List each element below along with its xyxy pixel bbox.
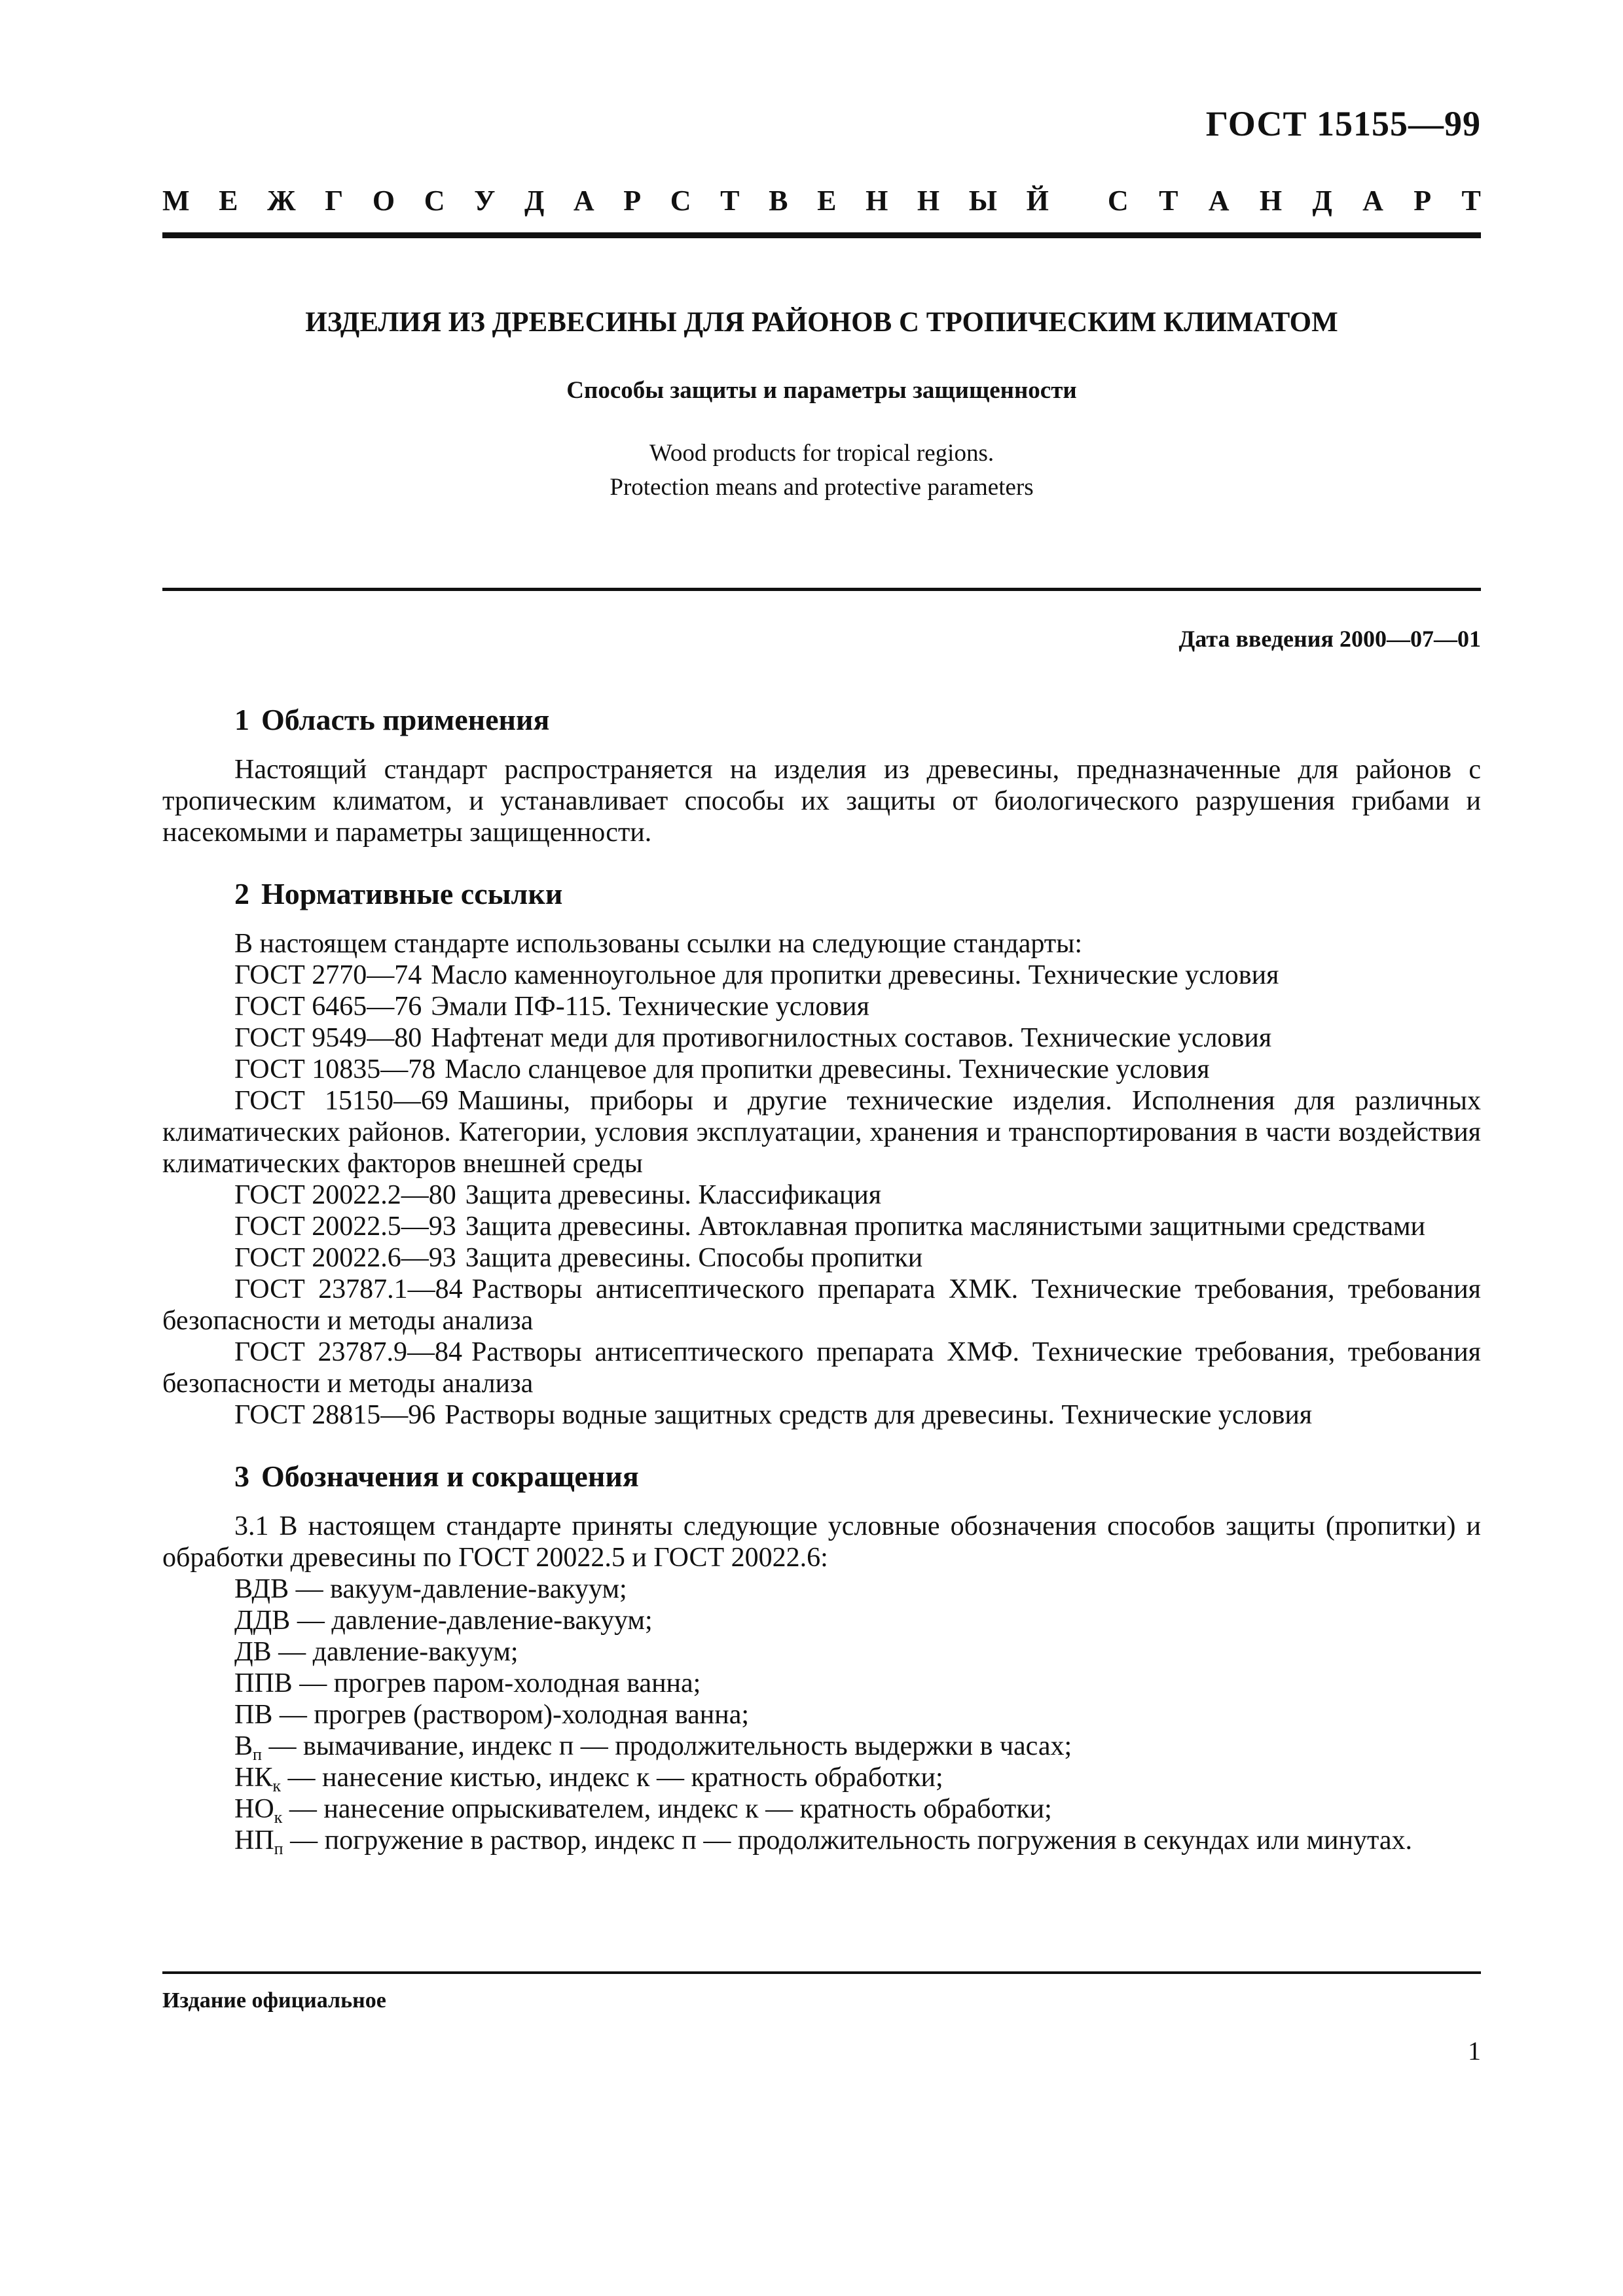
banner-letter: У bbox=[474, 185, 496, 217]
title-rule bbox=[162, 588, 1481, 591]
reference-code: ГОСТ 15150—69 bbox=[234, 1086, 449, 1116]
banner-letter: С bbox=[424, 185, 445, 217]
abbreviation-index: к bbox=[274, 1808, 283, 1827]
abbreviation-symbol: ПВ bbox=[234, 1700, 273, 1730]
reference-item bbox=[162, 1054, 1481, 1085]
section-heading bbox=[162, 1457, 1481, 1496]
reference-item bbox=[162, 1399, 1481, 1431]
abbreviation-meaning: — давление-вакуум; bbox=[271, 1637, 519, 1667]
section-number: 3 bbox=[234, 1460, 249, 1493]
abbreviation-item bbox=[162, 1793, 1481, 1825]
abbreviation-item bbox=[162, 1636, 1481, 1668]
banner-letter: Й bbox=[1026, 185, 1049, 217]
banner-letter: Е bbox=[219, 185, 238, 217]
section-number: 1 bbox=[234, 703, 249, 736]
reference-code: ГОСТ 23787.1—84 bbox=[234, 1274, 463, 1304]
banner-letter: Ы bbox=[968, 185, 997, 217]
abbreviation-item: $НП_п$ — погружение в раствор, индекс п — продолжительность погружения в секундах или минутах. bbox=[234, 1825, 1413, 1858]
banner-letter: Н bbox=[866, 185, 888, 217]
abbreviation-meaning: — вакуум-давление-вакуум; bbox=[289, 1574, 627, 1604]
banner-letter: Ж bbox=[267, 185, 296, 217]
reference-code: ГОСТ 23787.9—84 bbox=[234, 1337, 462, 1367]
english-title-line-2: Protection means and protective parameters bbox=[610, 474, 1034, 501]
section-heading bbox=[162, 700, 1481, 740]
reference-item bbox=[162, 960, 1481, 991]
paragraph: Настоящий стандарт распространяется на изделия из древесины, предназначенные для районов с тропическим климатом, и устанавливает способы их защиты от биологического разрушения грибами и насекомыми и параметры защищенности. bbox=[162, 755, 1481, 848]
section-heading bbox=[162, 874, 1481, 914]
section-scope bbox=[162, 700, 1481, 848]
abbreviation-meaning: — прогрев паром-холодная ванна; bbox=[292, 1668, 701, 1698]
abbreviation-item bbox=[162, 1573, 1481, 1605]
banner-word-interstate bbox=[162, 187, 1049, 215]
reference-title: Нафтенат меди для противогнилостных составов. Технические условия bbox=[431, 1023, 1272, 1053]
abbreviation-index: к bbox=[272, 1776, 281, 1795]
section-number: 2 bbox=[234, 877, 249, 910]
reference-item bbox=[162, 1085, 1481, 1179]
reference-item bbox=[162, 991, 1481, 1022]
banner-letter: А bbox=[573, 185, 594, 217]
reference-code: ГОСТ 20022.6—93 bbox=[234, 1243, 456, 1273]
introduction-date: Дата введения 2000—07—01 bbox=[1178, 626, 1481, 652]
reference-title: Растворы антисептического препарата ХМФ. Технические требования, требования безопасности и методы анализа bbox=[162, 1337, 1482, 1399]
reference-title: Растворы антисептического препарата ХМК. Технические требования, требования безопасности и методы анализа bbox=[162, 1274, 1481, 1336]
abbreviation-index: п bbox=[253, 1745, 262, 1764]
reference-title: Машины, приборы и другие технические изделия. Исполнения для различных климатических районов. Категории, условия эксплуатации, хранения и транспортирования в части воздействия климатических факторов внешней среды bbox=[162, 1086, 1482, 1179]
banner-letter: М bbox=[162, 185, 190, 217]
abbreviation-symbol: НК bbox=[234, 1763, 273, 1793]
banner-letter: Т bbox=[1461, 185, 1481, 217]
reference-code: ГОСТ 20022.2—80 bbox=[234, 1180, 456, 1210]
official-edition-label: Издание официальное bbox=[162, 1988, 386, 2013]
section-abbreviations bbox=[162, 1457, 1481, 1856]
banner-letter: О bbox=[372, 185, 395, 217]
reference-item bbox=[162, 1179, 1481, 1211]
banner-letter: С bbox=[670, 185, 691, 217]
section-references bbox=[162, 874, 1481, 1431]
abbreviation-item bbox=[162, 1668, 1481, 1699]
reference-item bbox=[162, 1242, 1481, 1274]
reference-title: Масло каменноугольное для пропитки древесины. Технические условия bbox=[431, 960, 1279, 990]
document-title: ИЗДЕЛИЯ ИЗ ДРЕВЕСИНЫ ДЛЯ РАЙОНОВ С ТРОПИЧЕСКИМ КЛИМАТОМ bbox=[305, 307, 1338, 338]
paragraph: 3.1 В настоящем стандарте приняты следующие условные обозначения способов защиты (пропитки) и обработки древесины по ГОСТ 20022.5 и ГОСТ 20022.6: bbox=[162, 1511, 1481, 1573]
abbreviation-meaning: — давление-давление-вакуум; bbox=[290, 1605, 653, 1636]
section-title: Нормативные ссылки bbox=[261, 877, 563, 910]
document-subtitle: Способы защиты и параметры защищенности bbox=[566, 377, 1077, 404]
abbreviation-meaning: — вымачивание, индекс п — продолжительность выдержки в часах; bbox=[261, 1731, 1072, 1761]
banner-letter: Н bbox=[1259, 185, 1283, 217]
reference-item bbox=[162, 1211, 1481, 1242]
abbreviation-list bbox=[162, 1573, 1481, 1825]
document-body bbox=[162, 700, 1481, 1882]
banner-letter: А bbox=[1362, 185, 1383, 217]
abbreviation-item bbox=[162, 1699, 1481, 1731]
abbreviation-item bbox=[162, 1762, 1481, 1793]
reference-title: Защита древесины. Способы пропитки bbox=[465, 1243, 923, 1273]
reference-item bbox=[162, 1022, 1481, 1054]
reference-code: ГОСТ 6465—76 bbox=[234, 992, 422, 1022]
footer-rule bbox=[162, 1971, 1481, 1974]
header-rule bbox=[162, 232, 1481, 238]
banner-letter: Р bbox=[623, 185, 642, 217]
abbreviation-symbol: ВДВ bbox=[234, 1574, 289, 1604]
banner-letter: Т bbox=[720, 185, 740, 217]
abbreviation-symbol: ДВ bbox=[234, 1637, 272, 1667]
english-title bbox=[162, 437, 1481, 505]
abbreviation-item bbox=[162, 1731, 1481, 1762]
reference-list bbox=[162, 960, 1481, 1431]
abbreviation-symbol: НО bbox=[234, 1794, 274, 1824]
reference-title: Эмали ПФ-115. Технические условия bbox=[431, 992, 869, 1022]
paragraph: В настоящем стандарте использованы ссылки на следующие стандарты: bbox=[234, 929, 1083, 959]
banner-letter: А bbox=[1208, 185, 1230, 217]
banner-letter: Н bbox=[917, 185, 940, 217]
section-title: Область применения bbox=[261, 703, 550, 736]
abbreviation-item bbox=[162, 1605, 1481, 1636]
reference-title: Растворы водные защитных средств для древесины. Технические условия bbox=[445, 1400, 1313, 1430]
banner-letter: Д bbox=[524, 185, 545, 217]
reference-title: Защита древесины. Автоклавная пропитка маслянистыми защитными средствами bbox=[465, 1211, 1426, 1242]
abbreviation-meaning: — прогрев (раствором)-холодная ванна; bbox=[272, 1700, 750, 1730]
banner-letter: С bbox=[1107, 185, 1129, 217]
abbreviation-symbol: В bbox=[234, 1731, 253, 1761]
reference-item bbox=[162, 1336, 1481, 1399]
abbreviation-symbol: ППВ bbox=[234, 1668, 293, 1698]
banner-letter: Д bbox=[1312, 185, 1332, 217]
reference-code: ГОСТ 10835—78 bbox=[234, 1054, 436, 1085]
reference-code: ГОСТ 28815—96 bbox=[234, 1400, 436, 1430]
abbreviation-meaning: — нанесение опрыскивателем, индекс к — кратность обработки; bbox=[282, 1794, 1052, 1824]
reference-title: Масло сланцевое для пропитки древесины. Технические условия bbox=[445, 1054, 1210, 1085]
banner-letter: В bbox=[769, 185, 788, 217]
english-title-line-1: Wood products for tropical regions. bbox=[649, 440, 994, 467]
document-number: ГОСТ 15155—99 bbox=[1205, 104, 1481, 143]
abbreviation-symbol: ДДВ bbox=[234, 1605, 291, 1636]
page-number: 1 bbox=[1468, 2036, 1481, 2066]
abbreviation-meaning: — нанесение кистью, индекс к — кратность обработки; bbox=[281, 1763, 943, 1793]
reference-title: Защита древесины. Классификация bbox=[465, 1180, 882, 1210]
section-title: Обозначения и сокращения bbox=[261, 1460, 639, 1493]
reference-code: ГОСТ 9549—80 bbox=[234, 1023, 422, 1053]
reference-item bbox=[162, 1274, 1481, 1336]
banner-letter: Е bbox=[817, 185, 837, 217]
banner-letter: Т bbox=[1159, 185, 1178, 217]
banner-letter: Р bbox=[1413, 185, 1432, 217]
standard-banner bbox=[162, 187, 1481, 215]
reference-code: ГОСТ 2770—74 bbox=[234, 960, 422, 990]
banner-letter: Г bbox=[325, 185, 344, 217]
reference-code: ГОСТ 20022.5—93 bbox=[234, 1211, 456, 1242]
banner-word-standard bbox=[1108, 187, 1481, 215]
